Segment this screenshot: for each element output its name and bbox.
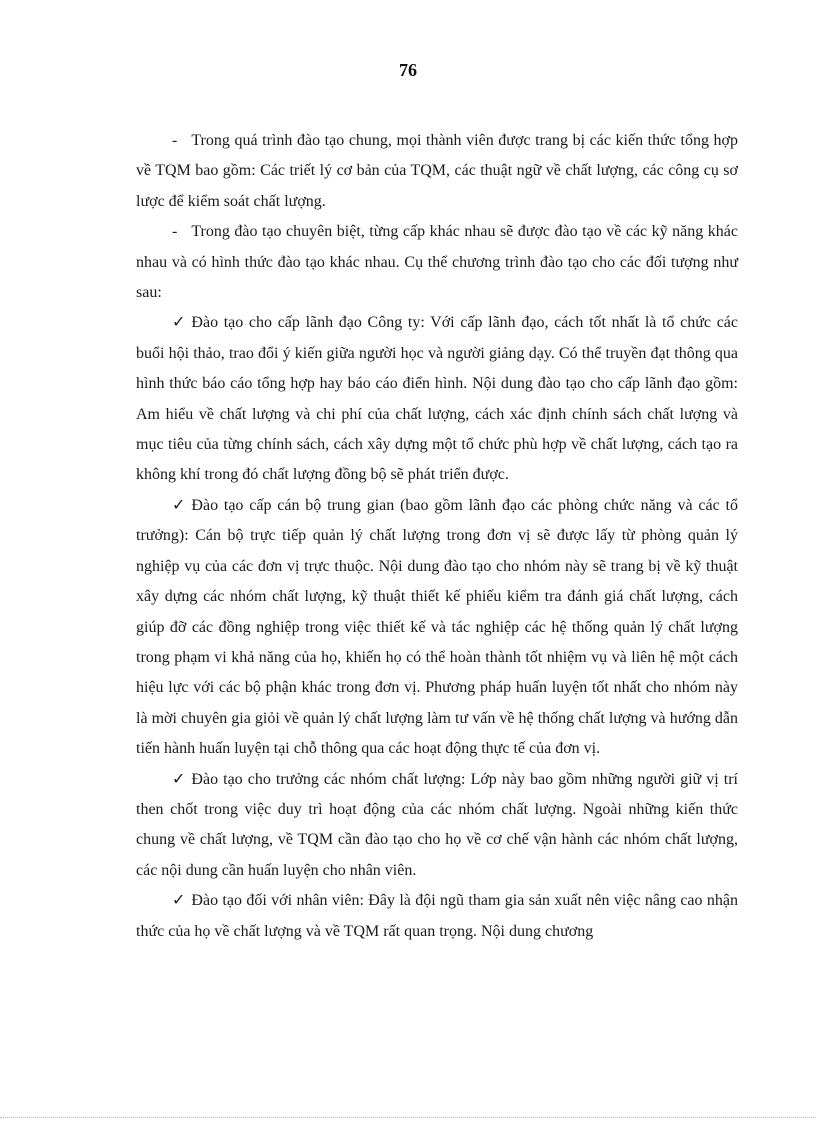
- paragraph-check-middle-managers: [136, 491, 738, 765]
- page-number: 76: [399, 60, 417, 80]
- page-bottom-divider: [0, 1117, 816, 1118]
- paragraph-check-group-leaders: [136, 765, 738, 887]
- checkmark-icon: ✓: [172, 496, 186, 514]
- paragraph-check-leaders: [136, 308, 738, 490]
- checkmark-icon: ✓: [172, 770, 186, 788]
- paragraph-dash-1: [136, 126, 738, 217]
- dash-bullet-icon: -: [172, 132, 178, 149]
- paragraph-text: Đào tạo cho trưởng các nhóm chất lượng: Lớp này bao gồm những người giữ vị trí then chốt trong việc duy trì hoạt động của các nhóm chất lượng. Ngoài những kiến thức chung về chất lượng, về TQM cần đào tạo cho họ về cơ chế vận hành các nhóm chất lượng, các nội dung cần huấn luyện cho nhân viên.: [136, 770, 738, 879]
- paragraph-text: Đào tạo đối với nhân viên: Đây là đội ngũ tham gia sản xuất nên việc nâng cao nhận thức của họ về chất lượng và về TQM rất quan trọng. Nội dung chương: [136, 892, 738, 940]
- body-text: [136, 126, 738, 947]
- checkmark-icon: ✓: [172, 314, 186, 332]
- paragraph-text: Trong quá trình đào tạo chung, mọi thành viên được trang bị các kiến thức tổng hợp về TQM bao gồm: Các triết lý cơ bản của TQM, các thuật ngữ về chất lượng, các công cụ sơ lược để kiểm soát chất lượng.: [136, 132, 738, 210]
- checkmark-icon: ✓: [172, 892, 186, 910]
- paragraph-text: Đào tạo cho cấp lãnh đạo Công ty: Với cấp lãnh đạo, cách tốt nhất là tổ chức các buổi hội thảo, trao đổi ý kiến giữa người học và người giảng dạy. Có thể truyền đạt thông qua hình thức báo cáo tổng hợp hay báo cáo điển hình. Nội dung đào tạo cho cấp lãnh đạo gồm: Am hiểu về chất lượng và chi phí của chất lượng, cách xác định chính sách chất lượng và mục tiêu của từng chính sách, cách xây dựng một tổ chức phù hợp về chất lượng, cách tạo ra không khí trong đó chất lượng đồng bộ sẽ phát triển được.: [136, 314, 738, 484]
- paragraph-text: Đào tạo cấp cán bộ trung gian (bao gồm lãnh đạo các phòng chức năng và các tổ trưởng): Cán bộ trực tiếp quản lý chất lượng trong đơn vị sẽ được lấy từ phòng quản lý nghiệp vụ của các đơn vị trực thuộc. Nội dung đào tạo cho nhóm này sẽ trang bị về kỹ thuật xây dựng các nhóm chất lượng, kỹ thuật thiết kế phiếu kiểm tra đánh giá chất lượng, cách giúp đỡ các đồng nghiệp trong việc thiết kế và tác nghiệp các hệ thống quản lý chất lượng trong phạm vi khả năng của họ, khiến họ có thể hoàn thành tốt nhiệm vụ và liên hệ một cách hiệu lực với các bộ phận khác trong đơn vị. Phương pháp huấn luyện tốt nhất cho nhóm này là mời chuyên gia giỏi về quản lý chất lượng làm tư vấn về hệ thống chất lượng và hướng dẫn tiến hành huấn luyện tại chỗ thông qua các hoạt động thực tế của đơn vị.: [136, 496, 738, 758]
- paragraph-dash-2: [136, 217, 738, 308]
- paragraph-check-staff: [136, 886, 738, 947]
- dash-bullet-icon: -: [172, 223, 178, 241]
- paragraph-text: Trong đào tạo chuyên biệt, từng cấp khác nhau sẽ được đào tạo về các kỹ năng khác nhau và có hình thức đào tạo khác nhau. Cụ thể chương trình đào tạo cho các đối tượng như sau:: [136, 223, 738, 302]
